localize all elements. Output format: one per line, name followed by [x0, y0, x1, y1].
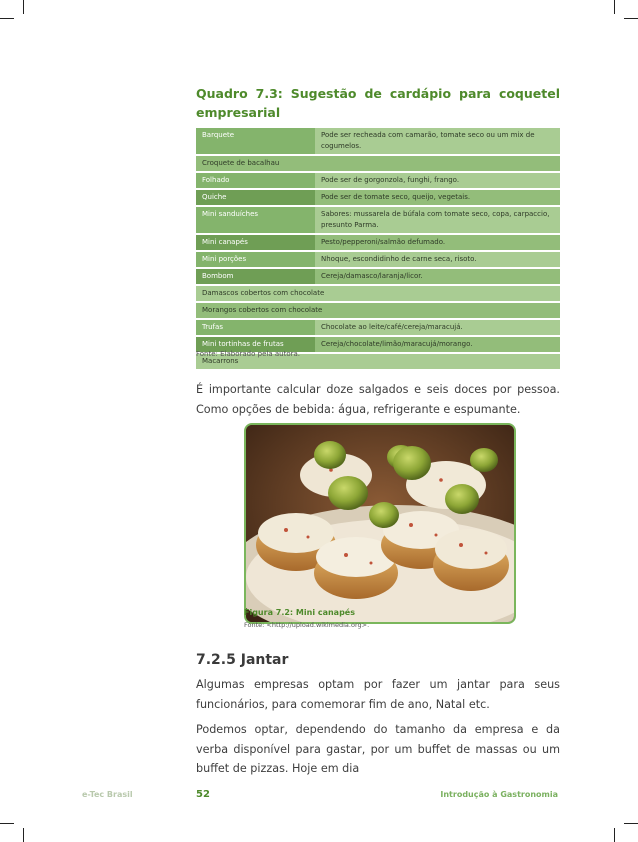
- menu-item: Morangos cobertos com chocolate: [196, 303, 560, 318]
- crop-mark: [624, 823, 638, 824]
- menu-item-note: Sabores: mussarela de búfala com tomate seco, copa, carpaccio, presunto Parma.: [315, 207, 560, 233]
- table-row: [196, 269, 560, 284]
- paragraph-portions: É importante calcular doze salgados e seis doces por pessoa. Como opções de bebida: água, refrigerante e espumante.: [196, 383, 560, 416]
- canapes-image: [246, 425, 514, 622]
- menu-item: Mini sanduíches: [196, 207, 315, 233]
- crop-mark: [23, 0, 24, 14]
- figure-source: Fonte: <http://upload.wikimedia.org>.: [244, 621, 370, 629]
- table-source: Fonte: Elaborado pela autora.: [196, 350, 300, 358]
- menu-item: Mini tortinhas de frutas: [196, 337, 315, 352]
- menu-item: Folhado: [196, 173, 315, 188]
- figure-caption: Figura 7.2: Mini canapés: [244, 608, 355, 617]
- quadro-title: Quadro 7.3: Sugestão de cardápio para coquetel empresarial: [196, 86, 560, 120]
- crop-mark: [0, 18, 14, 19]
- menu-item-note: Cereja/chocolate/limão/maracujá/morango.: [315, 337, 560, 352]
- footer-brand: e-Tec Brasil: [82, 790, 133, 799]
- crop-mark: [624, 18, 638, 19]
- menu-item: Damascos cobertos com chocolate: [196, 286, 560, 301]
- table-row: [196, 303, 560, 318]
- footer-book-title: Introdução à Gastronomia: [440, 790, 558, 799]
- table-row: [196, 207, 560, 233]
- crop-mark: [614, 828, 615, 842]
- menu-item: Croquete de bacalhau: [196, 156, 560, 171]
- menu-item: Barquete: [196, 128, 315, 154]
- table-row: [196, 235, 560, 250]
- menu-item: Macarrons: [196, 354, 560, 369]
- table-row: [196, 190, 560, 205]
- menu-item: Bombom: [196, 269, 315, 284]
- crop-mark: [23, 828, 24, 842]
- menu-item-note: Pode ser de gorgonzola, funghi, frango.: [315, 173, 560, 188]
- menu-item-note: Pesto/pepperoni/salmão defumado.: [315, 235, 560, 250]
- table-row: [196, 156, 560, 171]
- table-row: [196, 286, 560, 301]
- section-paragraph-2: Podemos optar, dependendo do tamanho da empresa e da verba disponível para gastar, por um buffet de massas ou um buffet de pizzas. Hoje em dia: [196, 723, 560, 775]
- section-heading: 7.2.5 Jantar: [196, 652, 289, 668]
- canapes-photo: [244, 423, 516, 624]
- section-paragraph-1: Algumas empresas optam por fazer um jantar para seus funcionários, para comemorar fim de ano, Natal etc.: [196, 678, 560, 711]
- menu-item-note: Pode ser recheada com camarão, tomate seco ou um mix de cogumelos.: [315, 128, 560, 154]
- menu-item-note: Cereja/damasco/laranja/licor.: [315, 269, 560, 284]
- menu-item: Mini canapés: [196, 235, 315, 250]
- crop-mark: [0, 823, 14, 824]
- menu-item-note: Chocolate ao leite/café/cereja/maracujá.: [315, 320, 560, 335]
- table-row: [196, 252, 560, 267]
- table-row: [196, 173, 560, 188]
- menu-item: Trufas: [196, 320, 315, 335]
- menu-item: Quiche: [196, 190, 315, 205]
- crop-mark: [614, 0, 615, 14]
- table-row: [196, 320, 560, 335]
- menu-table: [196, 126, 560, 371]
- page-number: 52: [196, 789, 210, 800]
- menu-item-note: Nhoque, escondidinho de carne seca, risoto.: [315, 252, 560, 267]
- menu-item-note: Pode ser de tomate seco, queijo, vegetais.: [315, 190, 560, 205]
- menu-item: Mini porções: [196, 252, 315, 267]
- table-row: [196, 128, 560, 154]
